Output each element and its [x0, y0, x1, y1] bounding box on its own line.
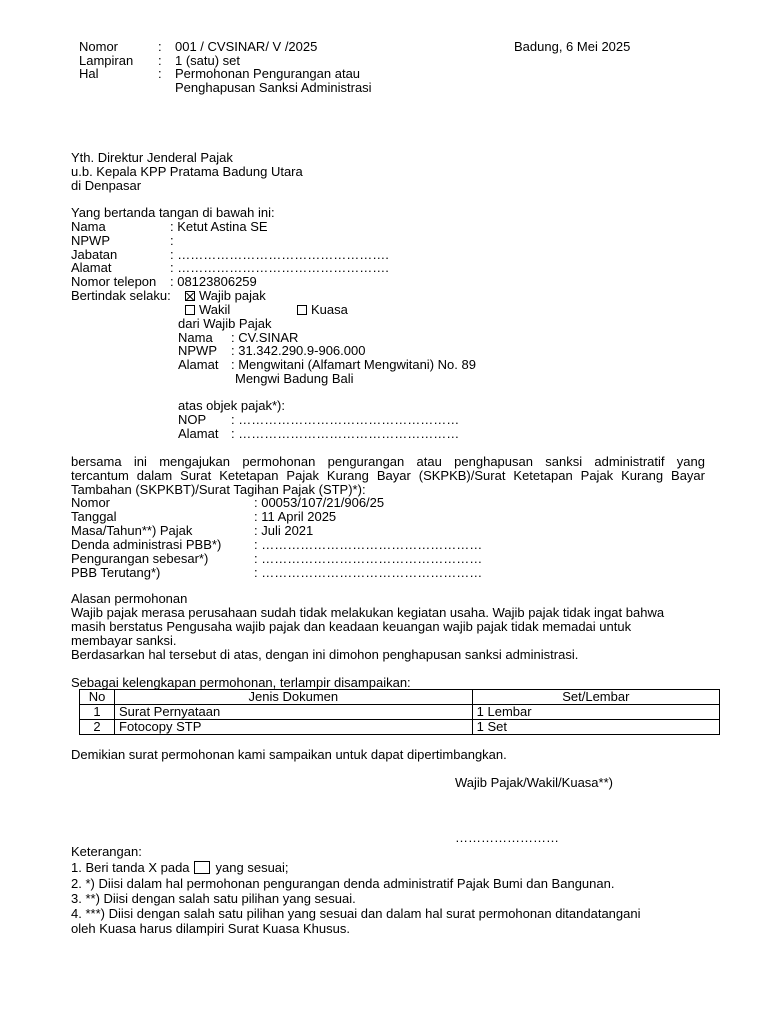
nop-value: : ……………………………………………	[231, 412, 460, 427]
hal-separator: :	[158, 66, 162, 81]
wp-alamat-label: Alamat	[178, 357, 219, 372]
signer-intro: Yang bertanda tangan di bawah ini:	[71, 205, 275, 220]
pbb-terutang-value: : ……………………………………………	[254, 565, 483, 580]
checked-checkbox-icon[interactable]	[185, 291, 195, 301]
ketetapan-nomor-value: : 00053/107/21/906/25	[254, 495, 385, 510]
checkbox-icon[interactable]	[185, 305, 195, 315]
denda-label: Denda administrasi PBB*)	[71, 537, 222, 552]
row-document: Surat Pernyataan	[115, 705, 473, 720]
column-header-document: Jenis Dokumen	[115, 690, 473, 705]
reason-title: Alasan permohonan	[71, 591, 188, 606]
note-1	[71, 861, 289, 874]
objek-alamat-value: : ……………………………………………	[231, 426, 460, 441]
checkbox-icon	[194, 861, 210, 874]
note-1-pre: 1. Beri tanda X pada	[71, 860, 190, 875]
denda-value: : ……………………………………………	[254, 537, 483, 552]
reason-line4: Berdasarkan hal tersebut di atas, dengan ini dimohon penghapusan sanksi administrasi.	[71, 647, 579, 662]
recipient-line1: Yth. Direktur Jenderal Pajak	[71, 150, 233, 165]
body-paragraph-line2: tercantum dalam Surat Ketetapan Pajak Kurang Bayar (SKPKB)/Surat Ketetapan Pajak Kurang Bayar	[71, 468, 705, 483]
option-wakil-label: Wakil	[199, 302, 231, 317]
note-2: 2. *) Diisi dalam hal permohonan pengurangan denda administratif Pajak Bumi dan Bangunan.	[71, 876, 615, 891]
attachments-table	[79, 689, 720, 735]
row-document: Fotocopy STP	[115, 720, 473, 735]
tanggal-label: Tanggal	[71, 509, 117, 524]
note-4-line1: 4. ***) Diisi dengan salah satu pilihan yang sesuai dan dalam hal surat permohonan ditandatangani	[71, 906, 641, 921]
pbb-terutang-label: PBB Terutang*)	[71, 565, 161, 580]
pengurangan-value: : ……………………………………………	[254, 551, 483, 566]
place-date: Badung, 6 Mei 2025	[514, 39, 631, 54]
signature-line: ……………………	[455, 830, 559, 845]
signer-jabatan-value: : ………………………………………….	[170, 247, 389, 262]
reason-line1: Wajib pajak merasa perusahaan sudah tidak melakukan kegiatan usaha. Wajib pajak tidak ingat bahwa	[71, 605, 665, 620]
table-row	[80, 705, 720, 720]
hal-value-line2: Penghapusan Sanksi Administrasi	[175, 80, 372, 95]
ketetapan-nomor-label: Nomor	[71, 495, 111, 510]
option-wajib-pajak-label: Wajib pajak	[199, 288, 266, 303]
lampiran-value: 1 (satu) set	[175, 53, 241, 68]
closing-text: Demikian surat permohonan kami sampaikan untuk dapat dipertimbangkan.	[71, 747, 507, 762]
bertindak-label: Bertindak selaku:	[71, 288, 171, 303]
hal-label: Hal	[79, 66, 99, 81]
signer-nama-label: Nama	[71, 219, 106, 234]
recipient-line2: u.b. Kepala KPP Pratama Badung Utara	[71, 164, 303, 179]
signer-npwp-value: :	[170, 233, 174, 248]
lampiran-separator: :	[158, 53, 162, 68]
signer-npwp-label: NPWP	[71, 233, 110, 248]
letter-number: 001 / CVSINAR/ V /2025	[175, 39, 318, 54]
row-quantity: 1 Lembar	[472, 705, 719, 720]
wp-npwp-label: NPWP	[178, 343, 217, 358]
hal-value-line1: Permohonan Pengurangan atau	[175, 66, 361, 81]
signer-jabatan-label: Jabatan	[71, 247, 118, 262]
note-4-line2: oleh Kuasa harus dilampiri Surat Kuasa Khusus.	[71, 921, 350, 936]
option-wakil[interactable]	[185, 303, 230, 316]
lampiran-label: Lampiran	[79, 53, 134, 68]
column-header-no: No	[80, 690, 115, 705]
table-header-row	[80, 690, 720, 705]
body-paragraph-line3: Tambahan (SKPKBT)/Surat Tagihan Pajak (STP)*):	[71, 482, 366, 497]
body-paragraph-line1: bersama ini mengajukan permohonan pengurangan atau penghapusan sanksi administratif yang	[71, 454, 705, 469]
notes-title: Keterangan:	[71, 844, 142, 859]
wp-alamat-value: : Mengwitani (Alfamart Mengwitani) No. 89	[231, 357, 476, 372]
masa-value: : Juli 2021	[254, 523, 314, 538]
note-1-post: yang sesuai;	[215, 860, 289, 875]
nomor-separator: :	[158, 39, 162, 54]
signer-alamat-value: : ………………………………………….	[170, 260, 389, 275]
signer-role: Wajib Pajak/Wakil/Kuasa**)	[455, 775, 613, 790]
masa-label: Masa/Tahun**) Pajak	[71, 523, 193, 538]
reason-line3: membayar sanksi.	[71, 633, 177, 648]
objek-alamat-label: Alamat	[178, 426, 219, 441]
option-kuasa-label: Kuasa	[311, 302, 348, 317]
wp-alamat-line2: Mengwi Badung Bali	[235, 371, 354, 386]
nomor-label: Nomor	[79, 39, 119, 54]
option-kuasa[interactable]	[297, 303, 348, 316]
attachments-intro: Sebagai kelengkapan permohonan, terlampir disampaikan:	[71, 675, 411, 690]
reason-line2: masih berstatus Pengusaha wajib pajak dan keadaan keuangan wajib pajak tidak memadai untuk	[71, 619, 632, 634]
wp-nama-value: : CV.SINAR	[231, 330, 299, 345]
nop-label: NOP	[178, 412, 207, 427]
recipient-line3: di Denpasar	[71, 178, 142, 193]
signer-telepon-label: Nomor telepon	[71, 274, 157, 289]
note-3: 3. **) Diisi dengan salah satu pilihan yang sesuai.	[71, 891, 356, 906]
wp-npwp-value: : 31.342.290.9-906.000	[231, 343, 366, 358]
column-header-quantity: Set/Lembar	[472, 690, 719, 705]
dari-wajib-pajak: dari Wajib Pajak	[178, 316, 272, 331]
pengurangan-label: Pengurangan sebesar*)	[71, 551, 209, 566]
objek-pajak-label: atas objek pajak*):	[178, 398, 285, 413]
row-quantity: 1 Set	[472, 720, 719, 735]
signer-alamat-label: Alamat	[71, 260, 112, 275]
row-number: 2	[80, 720, 115, 735]
signer-nama-value: : Ketut Astina SE	[170, 219, 268, 234]
tanggal-value: : 11 April 2025	[254, 509, 337, 524]
wp-nama-label: Nama	[178, 330, 213, 345]
table-row	[80, 720, 720, 735]
row-number: 1	[80, 705, 115, 720]
signer-telepon-value: : 08123806259	[170, 274, 257, 289]
checkbox-icon[interactable]	[297, 305, 307, 315]
option-wajib-pajak[interactable]	[185, 289, 266, 302]
